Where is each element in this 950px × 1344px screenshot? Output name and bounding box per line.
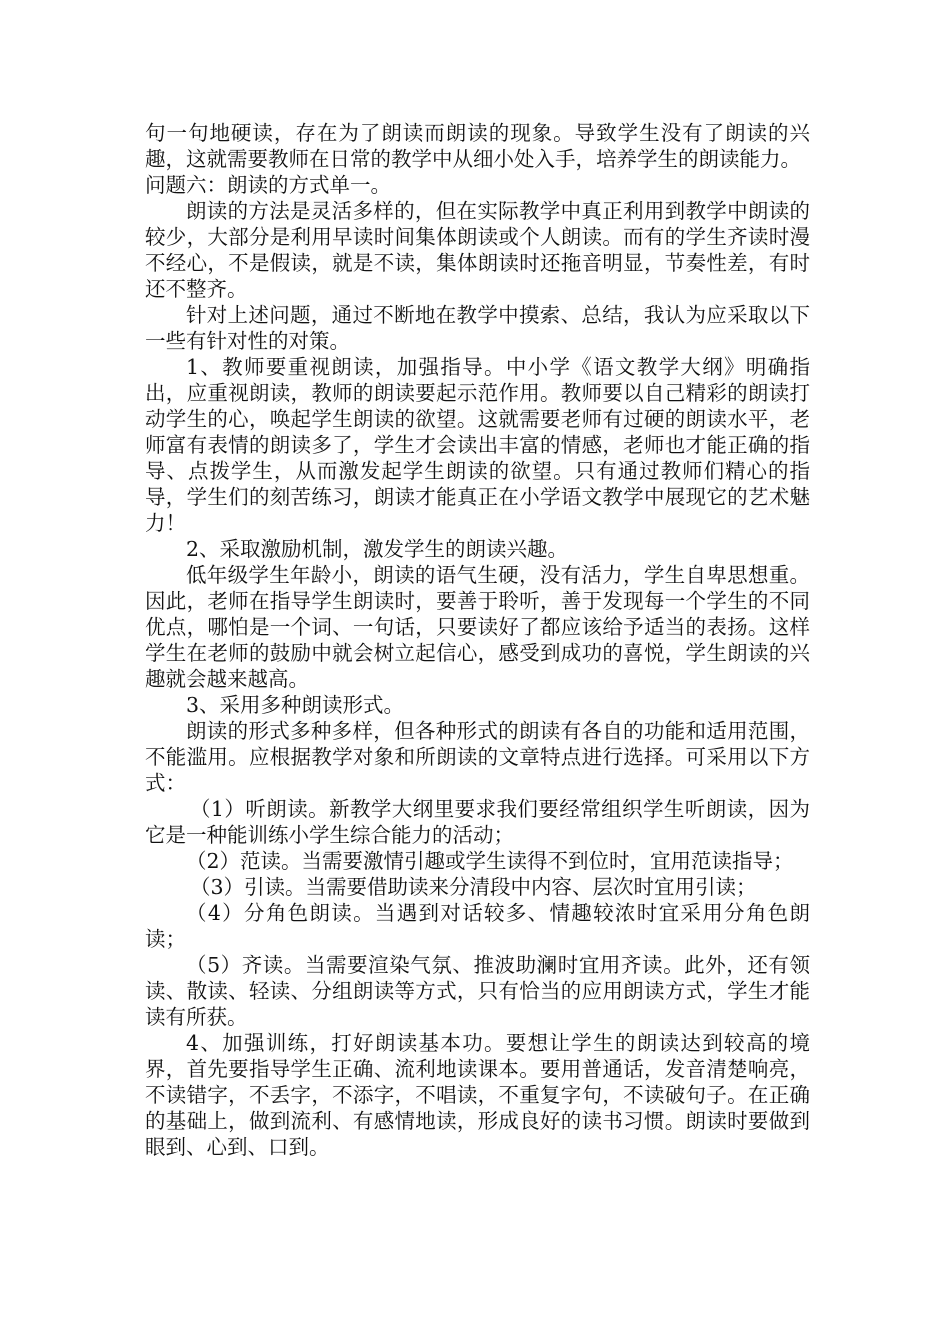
paragraph-countermeasures-intro: 针对上述问题，通过不断地在教学中摸索、总结，我认为应采取以下一些有针对性的对策。 — [145, 303, 810, 353]
list-item-model-reading: （2）范读。当需要激情引趣或学生读得不到位时，宜用范读指导； — [186, 849, 794, 873]
paragraph-intro-continuation: 句一句地硬读，存在为了朗读而朗读的现象。导致学生没有了朗读的兴趣，这就需要教师在日常的教学中从细小处入手，培养学生的朗读能力。 — [145, 121, 810, 171]
paragraph-point-1: 1、教师要重视朗读，加强指导。中小学《语文教学大纲》明确指出，应重视朗读，教师的朗读要起示范作用。教师要以自己精彩的朗读打动学生的心，唤起学生朗读的欲望。这就需要老师有过硬的朗读水平，老师富有表情的朗读多了，学生才会读出丰富的情感，老师也才能正确的指导、点拨学生，从而激发起学生朗读的欲望。只有通过教师们精心的指导，学生们的刻苦练习，朗读才能真正在小学语文教学中展现它的艺术魅力！ — [145, 355, 810, 535]
list-item-role-reading: （4）分角色朗读。当遇到对话较多、情趣较浓时宜采用分角色朗读； — [145, 901, 810, 951]
paragraph-point-3-body: 朗读的形式多种多样，但各种形式的朗读有各自的功能和适用范围，不能滥用。应根据教学对象和所朗读的文章特点进行选择。可采用以下方式： — [145, 719, 810, 795]
section-heading-problem-six: 问题六：朗读的方式单一。 — [145, 173, 391, 197]
list-item-group-reading: （5）齐读。当需要渲染气氛、推波助澜时宜用齐读。此外，还有领读、散读、轻读、分组朗读等方式，只有恰当的应用朗读方式，学生才能读有所获。 — [145, 953, 810, 1029]
paragraph-point-4: 4、加强训练，打好朗读基本功。要想让学生的朗读达到较高的境界，首先要指导学生正确、流利地读课本。要用普通话，发音清楚响亮，不读错字，不丢字，不添字，不唱读，不重复字句，不读破句子。在正确的基础上，做到流利、有感情地读，形成良好的读书习惯。朗读时要做到眼到、心到、口到。 — [145, 1031, 810, 1159]
paragraph-reading-methods: 朗读的方法是灵活多样的，但在实际教学中真正利用到教学中朗读的较少，大部分是利用早读时间集体朗读或个人朗读。而有的学生齐读时漫不经心，不是假读，就是不读，集体朗读时还拖音明显，节奏性差，有时还不整齐。 — [145, 199, 810, 301]
heading-point-2: 2、采取激励机制，激发学生的朗读兴趣。 — [186, 537, 569, 561]
document-page — [145, 120, 810, 1160]
list-item-listen-reading: （1）听朗读。新教学大纲里要求我们要经常组织学生听朗读，因为它是一种能训练小学生综合能力的活动； — [145, 797, 810, 847]
heading-point-3: 3、采用多种朗读形式。 — [186, 693, 405, 717]
paragraph-point-2-body: 低年级学生年龄小，朗读的语气生硬，没有活力，学生自卑思想重。因此，老师在指导学生朗读时，要善于聆听，善于发现每一个学生的不同优点，哪怕是一个词、一句话，只要读好了都应该给予适当的表扬。这样学生在老师的鼓励中就会树立起信心，感受到成功的喜悦，学生朗读的兴趣就会越来越高。 — [145, 563, 810, 691]
list-item-guided-reading: （3）引读。当需要借助读来分清段中内容、层次时宜用引读； — [190, 875, 757, 899]
